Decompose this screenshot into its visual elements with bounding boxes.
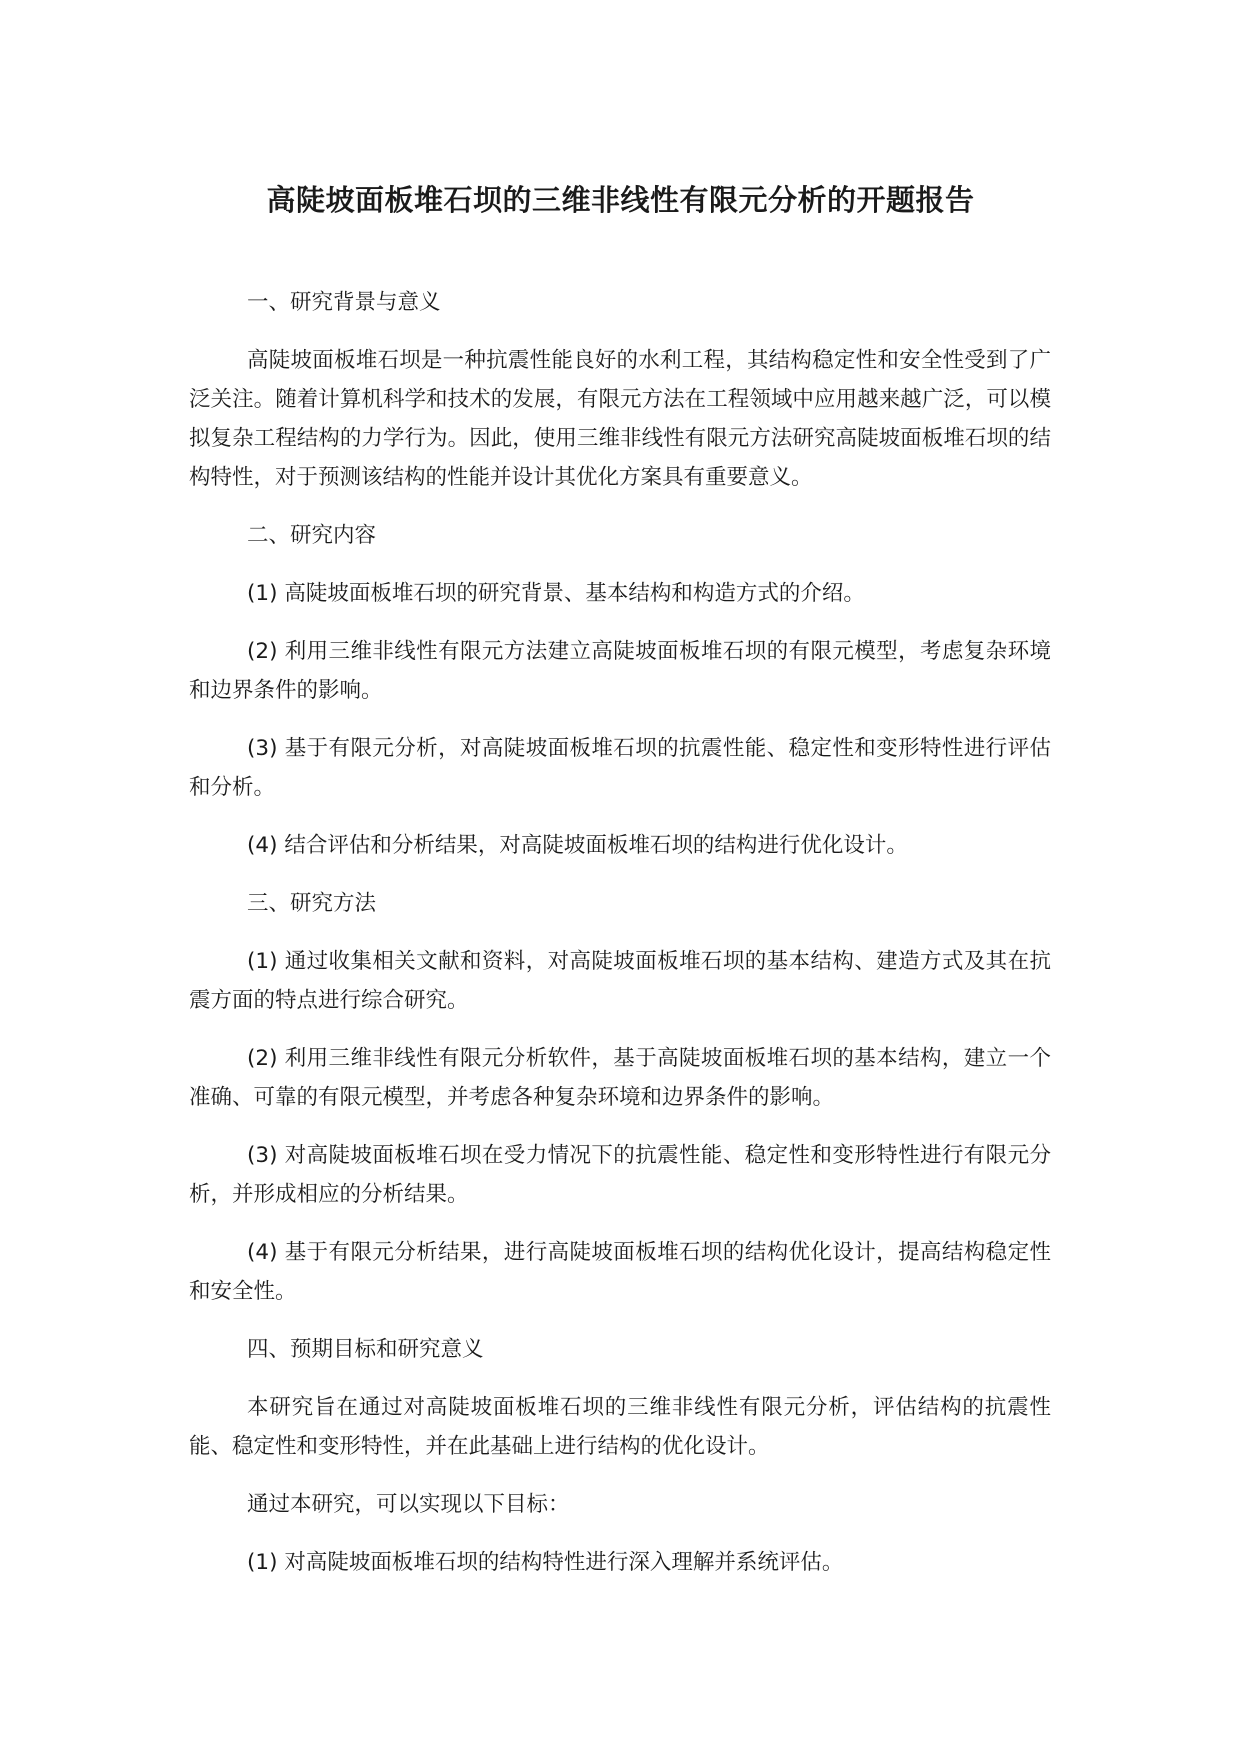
section-heading-goals: 四、预期目标和研究意义 [247, 1337, 484, 1362]
list-item: (3) 对高陡坡面板堆石坝在受力情况下的抗震性能、稳定性和变形特性进行有限元分析，并形成相应的分析结果。 [189, 1143, 1051, 1207]
paragraph: 通过本研究，可以实现以下目标： [247, 1492, 570, 1517]
list-item: (2) 利用三维非线性有限元方法建立高陡坡面板堆石坝的有限元模型，考虑复杂环境和边界条件的影响。 [189, 639, 1051, 703]
list-item: (3) 基于有限元分析，对高陡坡面板堆石坝的抗震性能、稳定性和变形特性进行评估和分析。 [189, 736, 1051, 800]
section-heading-background: 一、研究背景与意义 [247, 290, 441, 315]
list-item: (2) 利用三维非线性有限元分析软件，基于高陡坡面板堆石坝的基本结构，建立一个准确、可靠的有限元模型，并考虑各种复杂环境和边界条件的影响。 [189, 1046, 1051, 1110]
list-item: (4) 基于有限元分析结果，进行高陡坡面板堆石坝的结构优化设计，提高结构稳定性和安全性。 [189, 1240, 1051, 1304]
section-heading-method: 三、研究方法 [247, 891, 377, 916]
paragraph: 高陡坡面板堆石坝是一种抗震性能良好的水利工程，其结构稳定性和安全性受到了广泛关注。随着计算机科学和技术的发展，有限元方法在工程领域中应用越来越广泛，可以模拟复杂工程结构的力学行为。因此，使用三维非线性有限元方法研究高陡坡面板堆石坝的结构特性，对于预测该结构的性能并设计其优化方案具有重要意义。 [189, 348, 1051, 490]
document-title: 高陡坡面板堆石坝的三维非线性有限元分析的开题报告 [266, 183, 975, 217]
list-item: (1) 通过收集相关文献和资料，对高陡坡面板堆石坝的基本结构、建造方式及其在抗震方面的特点进行综合研究。 [189, 949, 1051, 1013]
paragraph: 本研究旨在通过对高陡坡面板堆石坝的三维非线性有限元分析，评估结构的抗震性能、稳定性和变形特性，并在此基础上进行结构的优化设计。 [189, 1395, 1051, 1459]
document-body [189, 283, 1051, 1601]
list-item: (4) 结合评估和分析结果，对高陡坡面板堆石坝的结构进行优化设计。 [247, 833, 908, 858]
list-item: (1) 对高陡坡面板堆石坝的结构特性进行深入理解并系统评估。 [247, 1550, 844, 1575]
list-item: (1) 高陡坡面板堆石坝的研究背景、基本结构和构造方式的介绍。 [247, 581, 865, 606]
section-heading-content: 二、研究内容 [247, 523, 377, 548]
